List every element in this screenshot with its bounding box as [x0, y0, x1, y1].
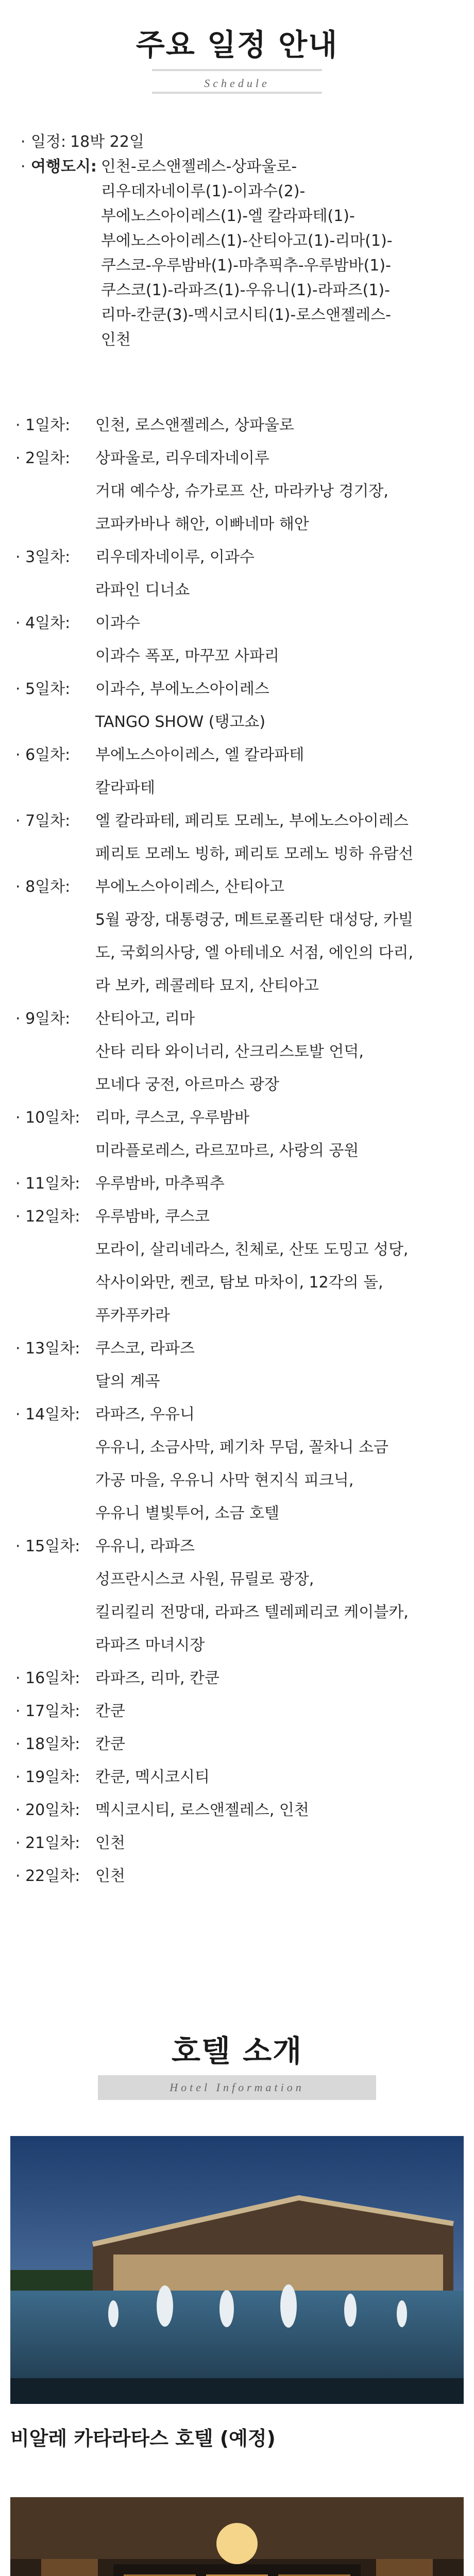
- day-number: 6일차:: [25, 746, 71, 764]
- day-activities: [95, 1728, 474, 1761]
- day-activity-line: 코파카바나 해안, 이빠네마 해안: [95, 515, 309, 533]
- day-number: 8일차:: [25, 878, 71, 896]
- day-label: [10, 1761, 95, 1794]
- bullet-icon: ·: [15, 1702, 26, 1720]
- day-label: [10, 1167, 95, 1200]
- day-number: 2일차:: [25, 449, 71, 467]
- day-row: [10, 1728, 474, 1761]
- trip-info: [21, 130, 474, 352]
- day-label: [10, 1398, 95, 1530]
- day-activity-line: 모네다 궁전, 아르마스 광장: [95, 1076, 279, 1094]
- bullet-icon: ·: [15, 614, 26, 632]
- hotel-header: [0, 2027, 474, 2100]
- day-row: [10, 607, 474, 673]
- day-number: 18일차:: [25, 1735, 80, 1753]
- day-activity-line: 상파울로, 리우데자네이루: [95, 449, 269, 467]
- bullet-icon: ·: [15, 548, 26, 566]
- route-line: 리우데자네이루(1)-이과수(2)-: [100, 182, 306, 200]
- bullet-icon: ·: [21, 158, 26, 176]
- bullet-icon: ·: [21, 133, 26, 151]
- day-activity-line: 거대 예수상, 슈가로프 산, 마라카낭 경기장,: [95, 482, 388, 500]
- day-row: [10, 673, 474, 739]
- bullet-icon: ·: [15, 1867, 26, 1885]
- daily-schedule: [10, 409, 474, 1893]
- hotel-photo: [10, 2497, 464, 2576]
- day-label: [10, 1662, 95, 1695]
- day-row: [10, 1200, 474, 1332]
- day-activity-line: 5월 광장, 대통령궁, 메트로폴리탄 대성당, 카빌: [95, 911, 414, 929]
- day-label: [10, 805, 95, 871]
- day-label: [10, 1200, 95, 1332]
- day-row: [10, 541, 474, 607]
- day-number: 12일차:: [25, 1208, 80, 1226]
- bullet-icon: ·: [15, 1010, 26, 1028]
- day-activities: [95, 1794, 474, 1827]
- day-activities: [95, 1827, 474, 1860]
- day-row: [10, 1761, 474, 1794]
- day-number: 16일차:: [25, 1669, 80, 1687]
- day-activities: [95, 442, 474, 541]
- hotel-card: [0, 2136, 474, 2451]
- cities-row: [21, 155, 474, 352]
- cities-route: [97, 155, 474, 352]
- day-row: [10, 1332, 474, 1398]
- day-activity-line: 라 보카, 레콜레타 묘지, 산티아고: [95, 977, 319, 995]
- day-activities: [95, 739, 474, 805]
- day-activity-line: 우유니, 라파즈: [95, 1537, 195, 1555]
- hotel-section-subtitle: Hotel Information: [98, 2075, 376, 2100]
- day-label: [10, 1530, 95, 1662]
- bullet-icon: ·: [15, 1669, 26, 1687]
- day-activities: [95, 1695, 474, 1728]
- hotel-section-title: 호텔 소개: [171, 2033, 303, 2069]
- day-row: [10, 1167, 474, 1200]
- schedule-header: [0, 0, 474, 94]
- day-activity-line: 이과수 폭포, 마꾸꼬 사파리: [95, 647, 279, 665]
- day-activities: [95, 805, 474, 871]
- day-label: [10, 1332, 95, 1398]
- bullet-icon: ·: [15, 416, 26, 434]
- day-activity-line: TANGO SHOW (탱고쇼): [95, 713, 266, 731]
- bullet-icon: ·: [15, 878, 26, 896]
- day-activity-line: 모라이, 살리네라스, 친체로, 산또 도밍고 성당,: [95, 1241, 409, 1259]
- day-activity-line: 우루밤바, 쿠스코: [95, 1208, 210, 1226]
- bullet-icon: ·: [15, 812, 26, 830]
- day-activity-line: 이과수: [95, 614, 140, 632]
- day-activities: [95, 1662, 474, 1695]
- day-label: [10, 541, 95, 607]
- day-activities: [95, 1860, 474, 1893]
- day-label: [10, 442, 95, 541]
- day-row: [10, 1530, 474, 1662]
- day-activity-line: 삭사이와만, 켄코, 탐보 마차이, 12각의 돌,: [95, 1274, 383, 1292]
- day-activity-line: 라파즈 마녀시장: [95, 1636, 205, 1654]
- day-activity-line: 이과수, 부에노스아이레스: [95, 680, 269, 698]
- day-row: [10, 871, 474, 1003]
- day-activity-line: 부에노스아이레스, 엘 칼라파테: [95, 746, 304, 764]
- route-line: 인천-로스앤젤레스-상파울로-: [100, 158, 297, 176]
- bullet-icon: ·: [15, 449, 26, 467]
- day-number: 21일차:: [25, 1834, 80, 1852]
- day-number: 10일차:: [25, 1109, 80, 1127]
- day-number: 19일차:: [25, 1768, 80, 1786]
- day-activity-line: 쿠스코, 라파즈: [95, 1340, 195, 1358]
- day-activity-line: 가공 마을, 우유니 사막 현지식 피크닉,: [95, 1471, 354, 1489]
- bullet-icon: ·: [15, 1768, 26, 1786]
- day-label: [10, 409, 95, 442]
- day-row: [10, 442, 474, 541]
- day-label: [10, 1695, 95, 1728]
- day-number: 3일차:: [25, 548, 71, 566]
- dates-value: 18박 22일: [70, 133, 144, 151]
- route-line: 인천: [100, 331, 131, 349]
- day-activity-line: 미라플로레스, 라르꼬마르, 사랑의 공원: [95, 1142, 359, 1160]
- day-label: [10, 607, 95, 673]
- day-activity-line: 칸쿤: [95, 1702, 125, 1720]
- day-row: [10, 1860, 474, 1893]
- day-activities: [95, 1398, 474, 1530]
- day-activity-line: 엘 칼라파테, 페리토 모레노, 부에노스아이레스: [95, 812, 409, 830]
- day-activities: [95, 1200, 474, 1332]
- bullet-icon: ·: [15, 1109, 26, 1127]
- route-line: 쿠스코(1)-라파즈(1)-우유니(1)-라파즈(1)-: [100, 281, 390, 299]
- day-number: 15일차:: [25, 1537, 80, 1555]
- day-number: 22일차:: [25, 1867, 80, 1885]
- day-label: [10, 673, 95, 739]
- day-activities: [95, 1167, 474, 1200]
- day-activity-line: 인천: [95, 1834, 125, 1852]
- day-activity-line: 우유니, 소금사막, 페기차 무덤, 꼴차니 소금: [95, 1438, 388, 1456]
- day-row: [10, 1003, 474, 1101]
- day-row: [10, 1101, 474, 1167]
- day-label: [10, 871, 95, 1003]
- day-number: 4일차:: [25, 614, 71, 632]
- bullet-icon: ·: [15, 1834, 26, 1852]
- day-activity-line: 우루밤바, 마추픽추: [95, 1175, 225, 1193]
- schedule-title: 주요 일정 안내: [136, 27, 338, 62]
- bullet-icon: ·: [15, 1405, 26, 1423]
- day-number: 5일차:: [25, 680, 71, 698]
- day-number: 17일차:: [25, 1702, 80, 1720]
- day-number: 7일차:: [25, 812, 71, 830]
- day-activities: [95, 1530, 474, 1662]
- bullet-icon: ·: [15, 1175, 26, 1193]
- day-row: [10, 739, 474, 805]
- day-activities: [95, 871, 474, 1003]
- hotel-photo: [10, 2136, 464, 2404]
- hotel-name: 비알레 카타라타스 호텔 (예정): [10, 2427, 276, 2450]
- hotel-photo-image: [10, 2136, 464, 2404]
- day-activity-line: 라파즈, 우유니: [95, 1405, 195, 1423]
- day-activity-line: 리마, 쿠스코, 우루밤바: [95, 1109, 249, 1127]
- day-activity-line: 달의 계곡: [95, 1372, 160, 1391]
- day-label: [10, 739, 95, 805]
- bullet-icon: ·: [15, 1735, 26, 1753]
- day-activity-line: 칼라파테: [95, 779, 155, 797]
- cities-label: 여행도시:: [31, 158, 97, 176]
- bullet-icon: ·: [15, 680, 26, 698]
- dates-row: [21, 130, 474, 155]
- day-number: 14일차:: [25, 1405, 80, 1423]
- route-line: 리마-칸쿤(3)-멕시코시티(1)-로스앤젤레스-: [100, 306, 391, 324]
- day-label: [10, 1794, 95, 1827]
- day-activity-line: 리우데자네이루, 이과수: [95, 548, 255, 566]
- day-label: [10, 1003, 95, 1101]
- day-activity-line: 칸쿤, 멕시코시티: [95, 1768, 210, 1786]
- bullet-icon: ·: [15, 746, 26, 764]
- day-activity-line: 인천: [95, 1867, 125, 1885]
- day-row: [10, 1398, 474, 1530]
- day-activities: [95, 1101, 474, 1167]
- day-activities: [95, 607, 474, 673]
- day-activity-line: 성프란시스코 사원, 뮤릴로 광장,: [95, 1570, 314, 1588]
- day-activity-line: 인천, 로스앤젤레스, 상파울로: [95, 416, 294, 434]
- day-number: 9일차:: [25, 1010, 71, 1028]
- day-number: 1일차:: [25, 416, 71, 434]
- day-activity-line: 부에노스아이레스, 산티아고: [95, 878, 284, 896]
- day-row: [10, 1794, 474, 1827]
- day-row: [10, 1827, 474, 1860]
- day-activity-line: 라파인 디너쇼: [95, 581, 190, 599]
- day-label: [10, 1860, 95, 1893]
- day-number: 13일차:: [25, 1340, 80, 1358]
- day-number: 20일차:: [25, 1801, 80, 1819]
- day-number: 11일차:: [25, 1175, 80, 1193]
- day-activity-line: 칸쿤: [95, 1735, 125, 1753]
- route-line: 부에노스아이레스(1)-산티아고(1)-리마(1)-: [100, 232, 393, 250]
- bullet-icon: ·: [15, 1208, 26, 1226]
- day-activities: [95, 409, 474, 442]
- day-row: [10, 1662, 474, 1695]
- schedule-subtitle: Schedule: [152, 69, 322, 94]
- day-activities: [95, 1761, 474, 1794]
- day-label: [10, 1827, 95, 1860]
- route-line: 쿠스코-우루밤바(1)-마추픽추-우루밤바(1)-: [100, 257, 391, 275]
- day-activity-line: 푸카푸카라: [95, 1307, 170, 1325]
- hotel-card: [0, 2497, 474, 2576]
- day-activity-line: 페리토 모레노 빙하, 페리토 모레노 빙하 유람선: [95, 845, 414, 863]
- day-label: [10, 1728, 95, 1761]
- day-label: [10, 1101, 95, 1167]
- route-line: 부에노스아이레스(1)-엘 칼라파테(1)-: [100, 207, 355, 225]
- day-activity-line: 산티아고, 리마: [95, 1010, 195, 1028]
- bullet-icon: ·: [15, 1801, 26, 1819]
- day-row: [10, 1695, 474, 1728]
- day-activity-line: 라파즈, 리마, 칸쿤: [95, 1669, 220, 1687]
- day-activity-line: 우유니 별빛투어, 소금 호텔: [95, 1504, 279, 1522]
- day-activity-line: 멕시코시티, 로스앤젤레스, 인천: [95, 1801, 309, 1819]
- hotel-photo-image: [10, 2497, 464, 2576]
- day-activities: [95, 1003, 474, 1101]
- day-activity-line: 킬리킬리 전망대, 라파즈 텔레페리코 케이블카,: [95, 1603, 409, 1621]
- bullet-icon: ·: [15, 1537, 26, 1555]
- day-activity-line: 도, 국회의사당, 엘 아테네오 서점, 에인의 다리,: [95, 944, 414, 962]
- day-row: [10, 805, 474, 871]
- day-activities: [95, 1332, 474, 1398]
- bullet-icon: ·: [15, 1340, 26, 1358]
- dates-label: 일정:: [31, 133, 66, 151]
- day-row: [10, 409, 474, 442]
- day-activities: [95, 541, 474, 607]
- day-activities: [95, 673, 474, 739]
- day-activity-line: 산타 리타 와이너리, 산크리스토발 언덕,: [95, 1043, 364, 1061]
